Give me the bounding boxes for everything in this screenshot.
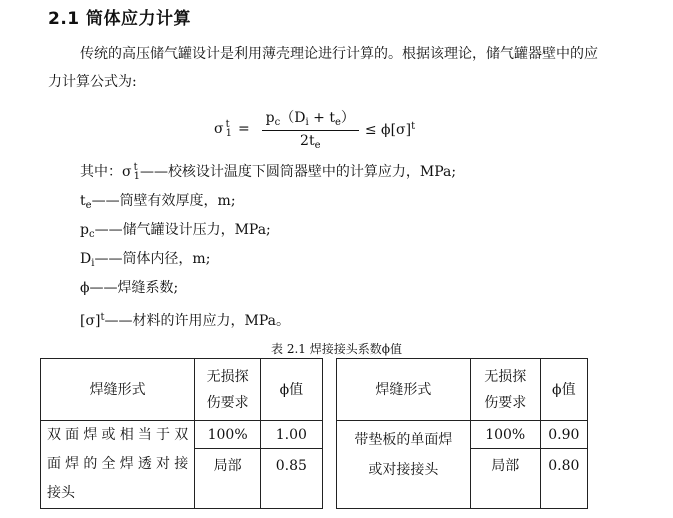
header-phi-left: ϕ值	[261, 359, 323, 421]
cell-phi: 0.85	[261, 449, 323, 509]
formula-relation: ≤ $\phi[\sigma]^t$	[364, 120, 416, 138]
cell-form-left: 双面焊或相当于双 面焊的全焊透对接 接头	[41, 421, 195, 509]
formula-numerator: $p_c(D_i + t_e)$	[262, 107, 359, 131]
cell-form-right: 带垫板的单面焊 或对接接头	[337, 421, 471, 509]
definition-weld-factor: ϕ——焊缝系数;	[80, 280, 179, 296]
intro-paragraph: 传统的高压储气罐设计是利用薄壳理论进行计算的。根据该理论，储气罐器壁中的应力计算公式为:	[48, 46, 598, 90]
definition-list	[80, 158, 456, 332]
header-ndt-right: 无损探 伤要求	[470, 359, 540, 421]
header-form-left: 焊缝形式	[41, 359, 195, 421]
cell-ndt: 100%	[195, 421, 261, 449]
table-gap	[322, 359, 336, 509]
definition-stress: 其中：σ t 1 ——校核设计温度下圆筒器壁中的计算应力，MPa;	[80, 162, 457, 182]
stress-formula	[214, 106, 415, 152]
table-row	[41, 421, 588, 449]
definition-thickness: $t_e——$筒壁有效厚度，m;	[80, 193, 236, 211]
cell-ndt: 局部	[195, 449, 261, 509]
definition-pressure: $p_c——$储气罐设计压力，MPa;	[80, 222, 271, 240]
formula-fraction	[262, 107, 359, 151]
weld-factor-table	[40, 358, 588, 509]
cell-phi: 0.90	[540, 421, 587, 449]
table-caption: 表 2.1 焊接接头系数ϕ值	[271, 342, 402, 356]
header-ndt-left: 无损探 伤要求	[195, 359, 261, 421]
cell-phi: 0.80	[540, 449, 587, 509]
section-heading: 2.1 筒体应力计算	[48, 9, 192, 29]
formula-equals: =	[237, 121, 250, 137]
cell-ndt: 局部	[470, 449, 540, 509]
formula-lhs: σ t 1	[214, 119, 232, 139]
formula-denominator: $2t_e$	[300, 133, 321, 151]
cell-phi: 1.00	[261, 421, 323, 449]
header-phi-right: ϕ值	[540, 359, 587, 421]
definition-diameter: $D_i——$筒体内径，m;	[80, 251, 211, 269]
cell-ndt: 100%	[470, 421, 540, 449]
table-header-row	[41, 359, 588, 421]
header-form-right: 焊缝形式	[337, 359, 471, 421]
definition-allowable-stress: $[\sigma]^t——$材料的许用应力，MPa。	[80, 312, 290, 329]
